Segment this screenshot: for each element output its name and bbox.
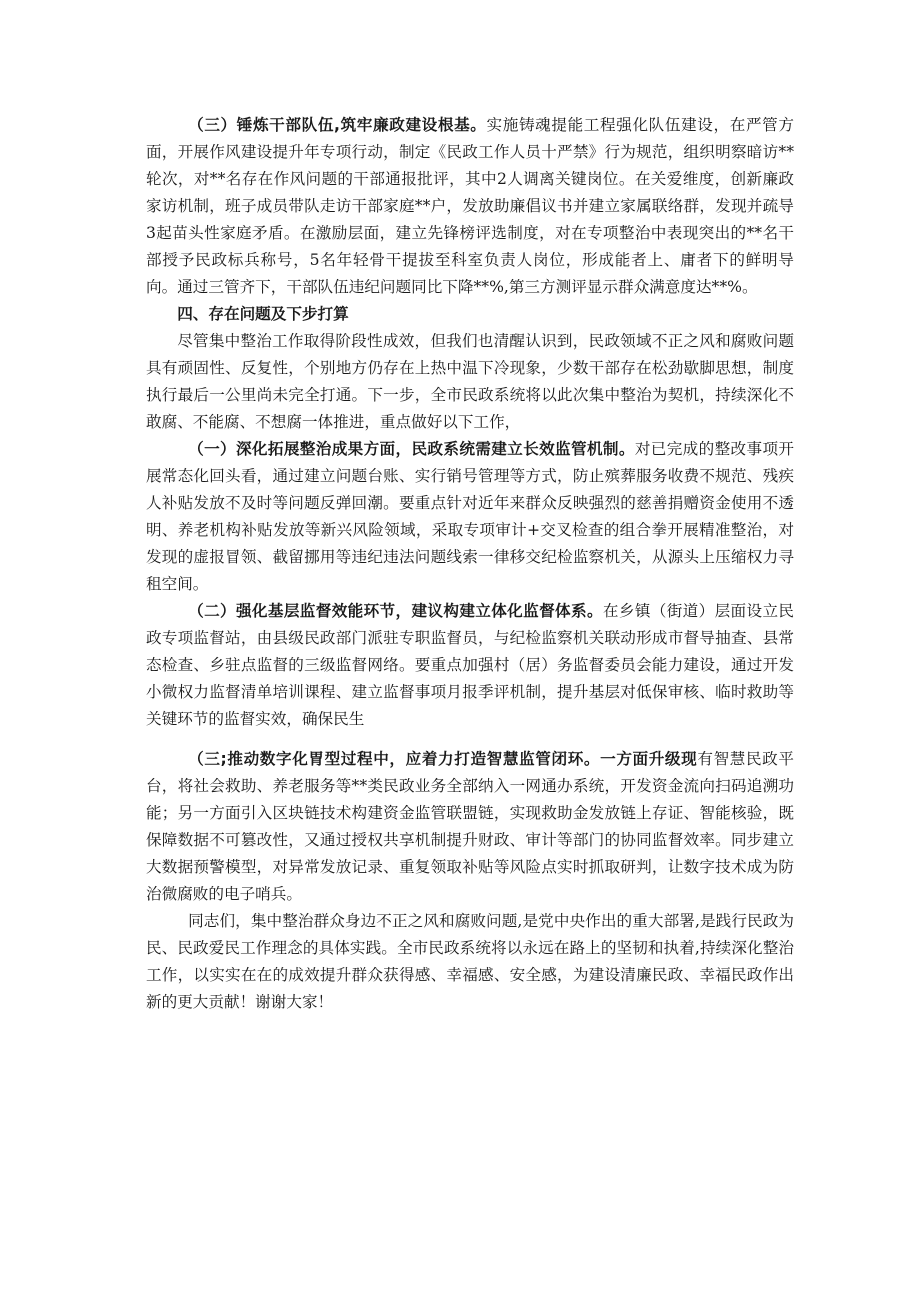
paragraph-text: 尽管集中整治工作取得阶段性成效，但我们也清醒认识到，民政领域不正之风和腐败问题具有顽固性、反复性，个别地方仍存在上热中温下冷现象，少数干部存在松劲歇脚思想，制度执行最后一公里尚未完全打通。下一步，全市民政系统将以此次集中整治为契机，持续深化不敢腐、不能腐、不想腐一体推进，重点做好以下工作， [146,332,794,431]
paragraph-text: 对已完成的整改事项开展常态化回头看，通过建立问题台账、实行销号管理等方式，防止殡葬服务收费不规范、残疾人补贴发放不及时等问题反弹回潮。要重点针对近年来群众反映强烈的慈善捐赠资金使用不透明、养老机构补贴发放等新兴风险领域，采取专项审计+交叉检查的组合拳开展精准整治，对发现的虚报冒领、截留挪用等违纪违法问题线索一律移交纪检监察机关，从源头上压缩权力寻租空间。 [146,440,794,593]
section-heading-problems-plans: 四、存在问题及下步打算 [177,305,349,323]
paragraph-lead: （二）强化基层监督效能环节，建议构建立体化监督体系。 [188,602,603,620]
paragraph-text: 在乡镇（街道）层面设立民政专项监督站，由县级民政部门派驻专职监督员，与纪检监察机关联动形成市督导抽查、县常态检查、乡驻点监督的三级监督网络。要重点加强村（居）务监督委员会能力建设，通过开发小微权力监督清单培训课程、建立监督事项月报季评机制，提升基层对低保审核、临时救助等关键环节的监督实效，确保民生 [146,602,794,728]
paragraph-long-term-supervision [146,436,794,598]
paragraph-lead: （三）锤炼干部队伍,筑牢廉政建设根基。 [188,116,487,134]
paragraph-lead: （一）深化拓展整治成果方面，民政系统需建立长效监管机制。 [188,440,635,458]
paragraph-text: 有智慧民政平台，将社会救助、养老服务等**类民政业务全部纳入一网通办系统，开发资金流向扫码追溯功能；另一方面引入区块链技术构建资金监管联盟链，实现救助金发放链上存证、智能核验，既保障数据不可篡改性，又通过授权共享机制提升财政、审计等部门的协同监督效率。同步建立大数据预警模型，对异常发放记录、重复领取补贴等风险点实时抓取研判，让数字技术成为防治微腐败的电子哨兵。 [146,750,794,903]
paragraph-digital-supervision [146,746,794,908]
paragraph-team-building [146,112,794,301]
paragraph-closing-remarks [146,908,794,1016]
paragraph-lead: （三;推动数字化胃型过程中，应着力打造智慧监管闭环。一方面升级现 [188,750,698,768]
paragraph-text: 同志们，集中整治群众身边不正之风和腐败问题,是党中央作出的重大部署,是践行民政为民、民政爱民工作理念的具体实践。全市民政系统将以永远在路上的坚韧和执着,持续深化整治工作，以实实在在的成效提升群众获得感、幸福感、安全感，为建设清廉民政、幸福民政作出新的更大贡献！谢谢大家！ [146,912,794,1011]
paragraph-grassroots-supervision [146,598,794,733]
paragraph-text: 实施铸魂提能工程强化队伍建设，在严管方面，开展作风建设提升年专项行动，制定《民政工作人员十严禁》行为规范，组织明察暗访**轮次，对**名存在作风问题的干部通报批评，其中2人调离关键岗位。在关爱维度，创新廉政家访机制，班子成员带队走访干部家庭**户，发放助廉倡议书并建立家属联络群，发现并疏导3起苗头性家庭矛盾。在激励层面，建立先锋榜评选制度，对在专项整治中表现突出的**名干部授予民政标兵称号，5名年轻骨干提拔至科室负责人岗位，形成能者上、庸者下的鲜明导向。通过三管齐下，干部队伍违纪问题同比下降**%,第三方测评显示群众满意度达**%。 [146,116,794,296]
paragraph-problems-overview [146,328,794,436]
document-body [146,112,794,1016]
